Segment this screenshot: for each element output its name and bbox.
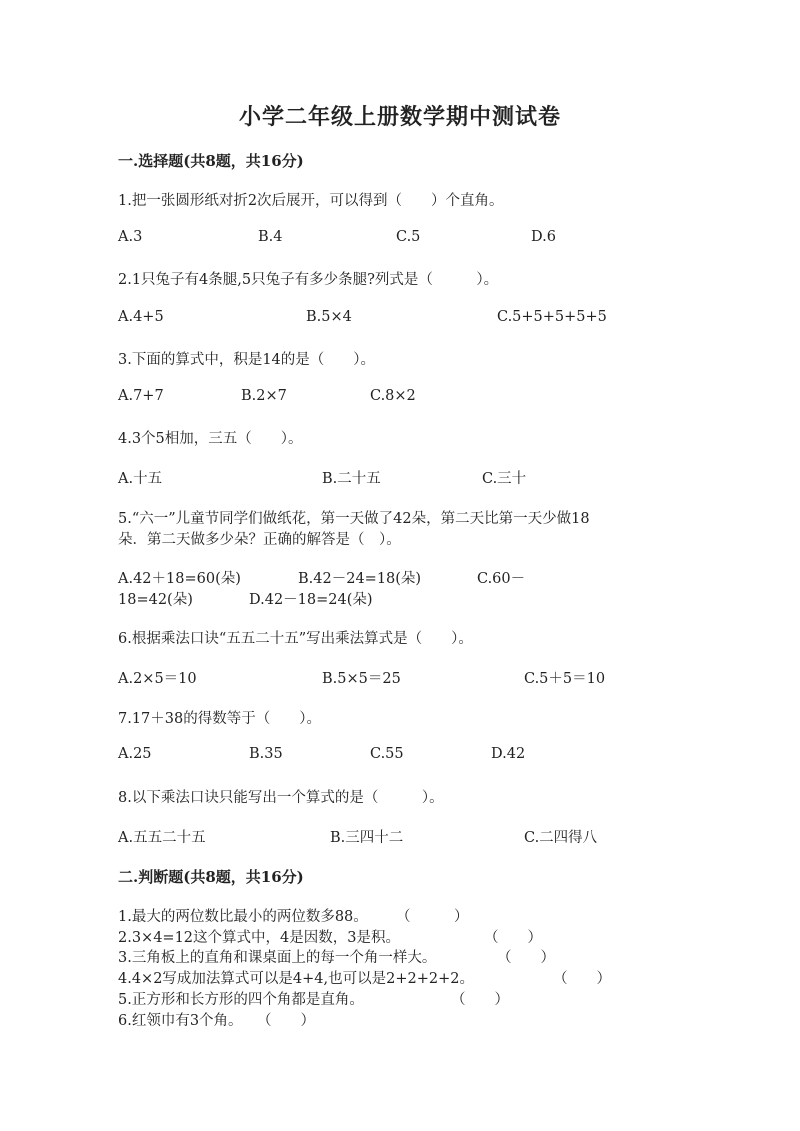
question-6: 6.根据乘法口诀“五五二十五”写出乘法算式是（ ）。 — [118, 631, 473, 647]
q3-option-c: C.8×2 — [370, 388, 416, 404]
question-8: 8.以下乘法口诀只能写出一个算式的是（ ）。 — [118, 790, 444, 806]
page-title: 小学二年级上册数学期中测试卷 — [238, 104, 561, 130]
judgment-item-3: 3.三角板上的直角和课桌面上的每一个角一样大。 — [118, 950, 437, 966]
question-5: 5.“六一”儿童节同学们做纸花，第一天做了42朵，第二天比第一天少做18 — [118, 511, 590, 527]
q7-option-d: D.42 — [491, 746, 526, 762]
judgment-item-2: 2.3×4=12这个算式中，4是因数，3是积。 — [118, 930, 400, 946]
q3-option-a: A.7+7 — [118, 388, 164, 404]
question-2: 2.1只兔子有4条腿,5只兔子有多少条腿?列式是（ ）。 — [118, 272, 499, 288]
q1-option-d: D.6 — [531, 229, 556, 245]
q6-option-b: B.5×5＝25 — [322, 671, 401, 687]
section-heading-choice: 一.选择题(共8题，共16分) — [118, 152, 304, 170]
judgment-item-4: 4.4×2写成加法算式可以是4+4,也可以是2+2+2+2。 — [118, 971, 474, 987]
q5-option-b: B.42－24=18(朵) — [298, 571, 422, 587]
q5-option-a: A.42＋18=60(朵) — [118, 571, 241, 587]
q1-option-b: B.4 — [258, 229, 283, 245]
judgment-paren-5: （ ） — [451, 992, 509, 1008]
q6-option-a: A.2×5＝10 — [118, 671, 197, 687]
q5-option-d: D.42－18=24(朵) — [249, 592, 373, 608]
judgment-item-5: 5.正方形和长方形的四个角都是直角。 — [118, 992, 364, 1008]
judgment-paren-6: （ ） — [257, 1013, 315, 1029]
q1-option-c: C.5 — [396, 229, 421, 245]
q7-option-a: A.25 — [118, 746, 152, 762]
judgment-paren-1: （ ） — [396, 909, 469, 925]
section-heading-judgment: 二.判断题(共8题，共16分) — [118, 868, 304, 886]
question-1: 1.把一张圆形纸对折2次后展开，可以得到（ ）个直角。 — [118, 193, 504, 209]
question-3: 3.下面的算式中，积是14的是（ ）。 — [118, 352, 376, 368]
q3-option-b: B.2×7 — [241, 388, 287, 404]
q6-option-c: C.5＋5＝10 — [524, 671, 606, 687]
judgment-paren-3: （ ） — [497, 950, 555, 966]
q8-option-a: A.五五二十五 — [118, 830, 206, 846]
q8-option-b: B.三四十二 — [330, 830, 404, 846]
q7-option-b: B.35 — [249, 746, 283, 762]
q2-option-a: A.4+5 — [118, 309, 164, 325]
q1-option-a: A.3 — [118, 229, 143, 245]
q2-option-c: C.5+5+5+5+5 — [497, 309, 607, 325]
q4-option-c: C.三十 — [482, 471, 527, 487]
q7-option-c: C.55 — [370, 746, 404, 762]
q4-option-b: B.二十五 — [322, 471, 381, 487]
q8-option-c: C.二四得八 — [524, 830, 598, 846]
q2-option-b: B.5×4 — [306, 309, 352, 325]
q5-option-c: C.60－ — [477, 571, 526, 587]
question-7: 7.17＋38的得数等于（ ）。 — [118, 711, 321, 727]
judgment-paren-4: （ ） — [553, 971, 611, 987]
question-5-line2: 朵．第二天做多少朵？正确的解答是（ ）。 — [118, 532, 401, 548]
q5-option-c-cont: 18=42(朵) — [118, 592, 193, 608]
q4-option-a: A.十五 — [118, 471, 163, 487]
question-4: 4.3个5相加，三五（ ）。 — [118, 431, 303, 447]
judgment-paren-2: （ ） — [484, 930, 542, 946]
judgment-item-1: 1.最大的两位数比最小的两位数多88。 — [118, 909, 368, 925]
judgment-item-6: 6.红领巾有3个角。 — [118, 1013, 243, 1029]
